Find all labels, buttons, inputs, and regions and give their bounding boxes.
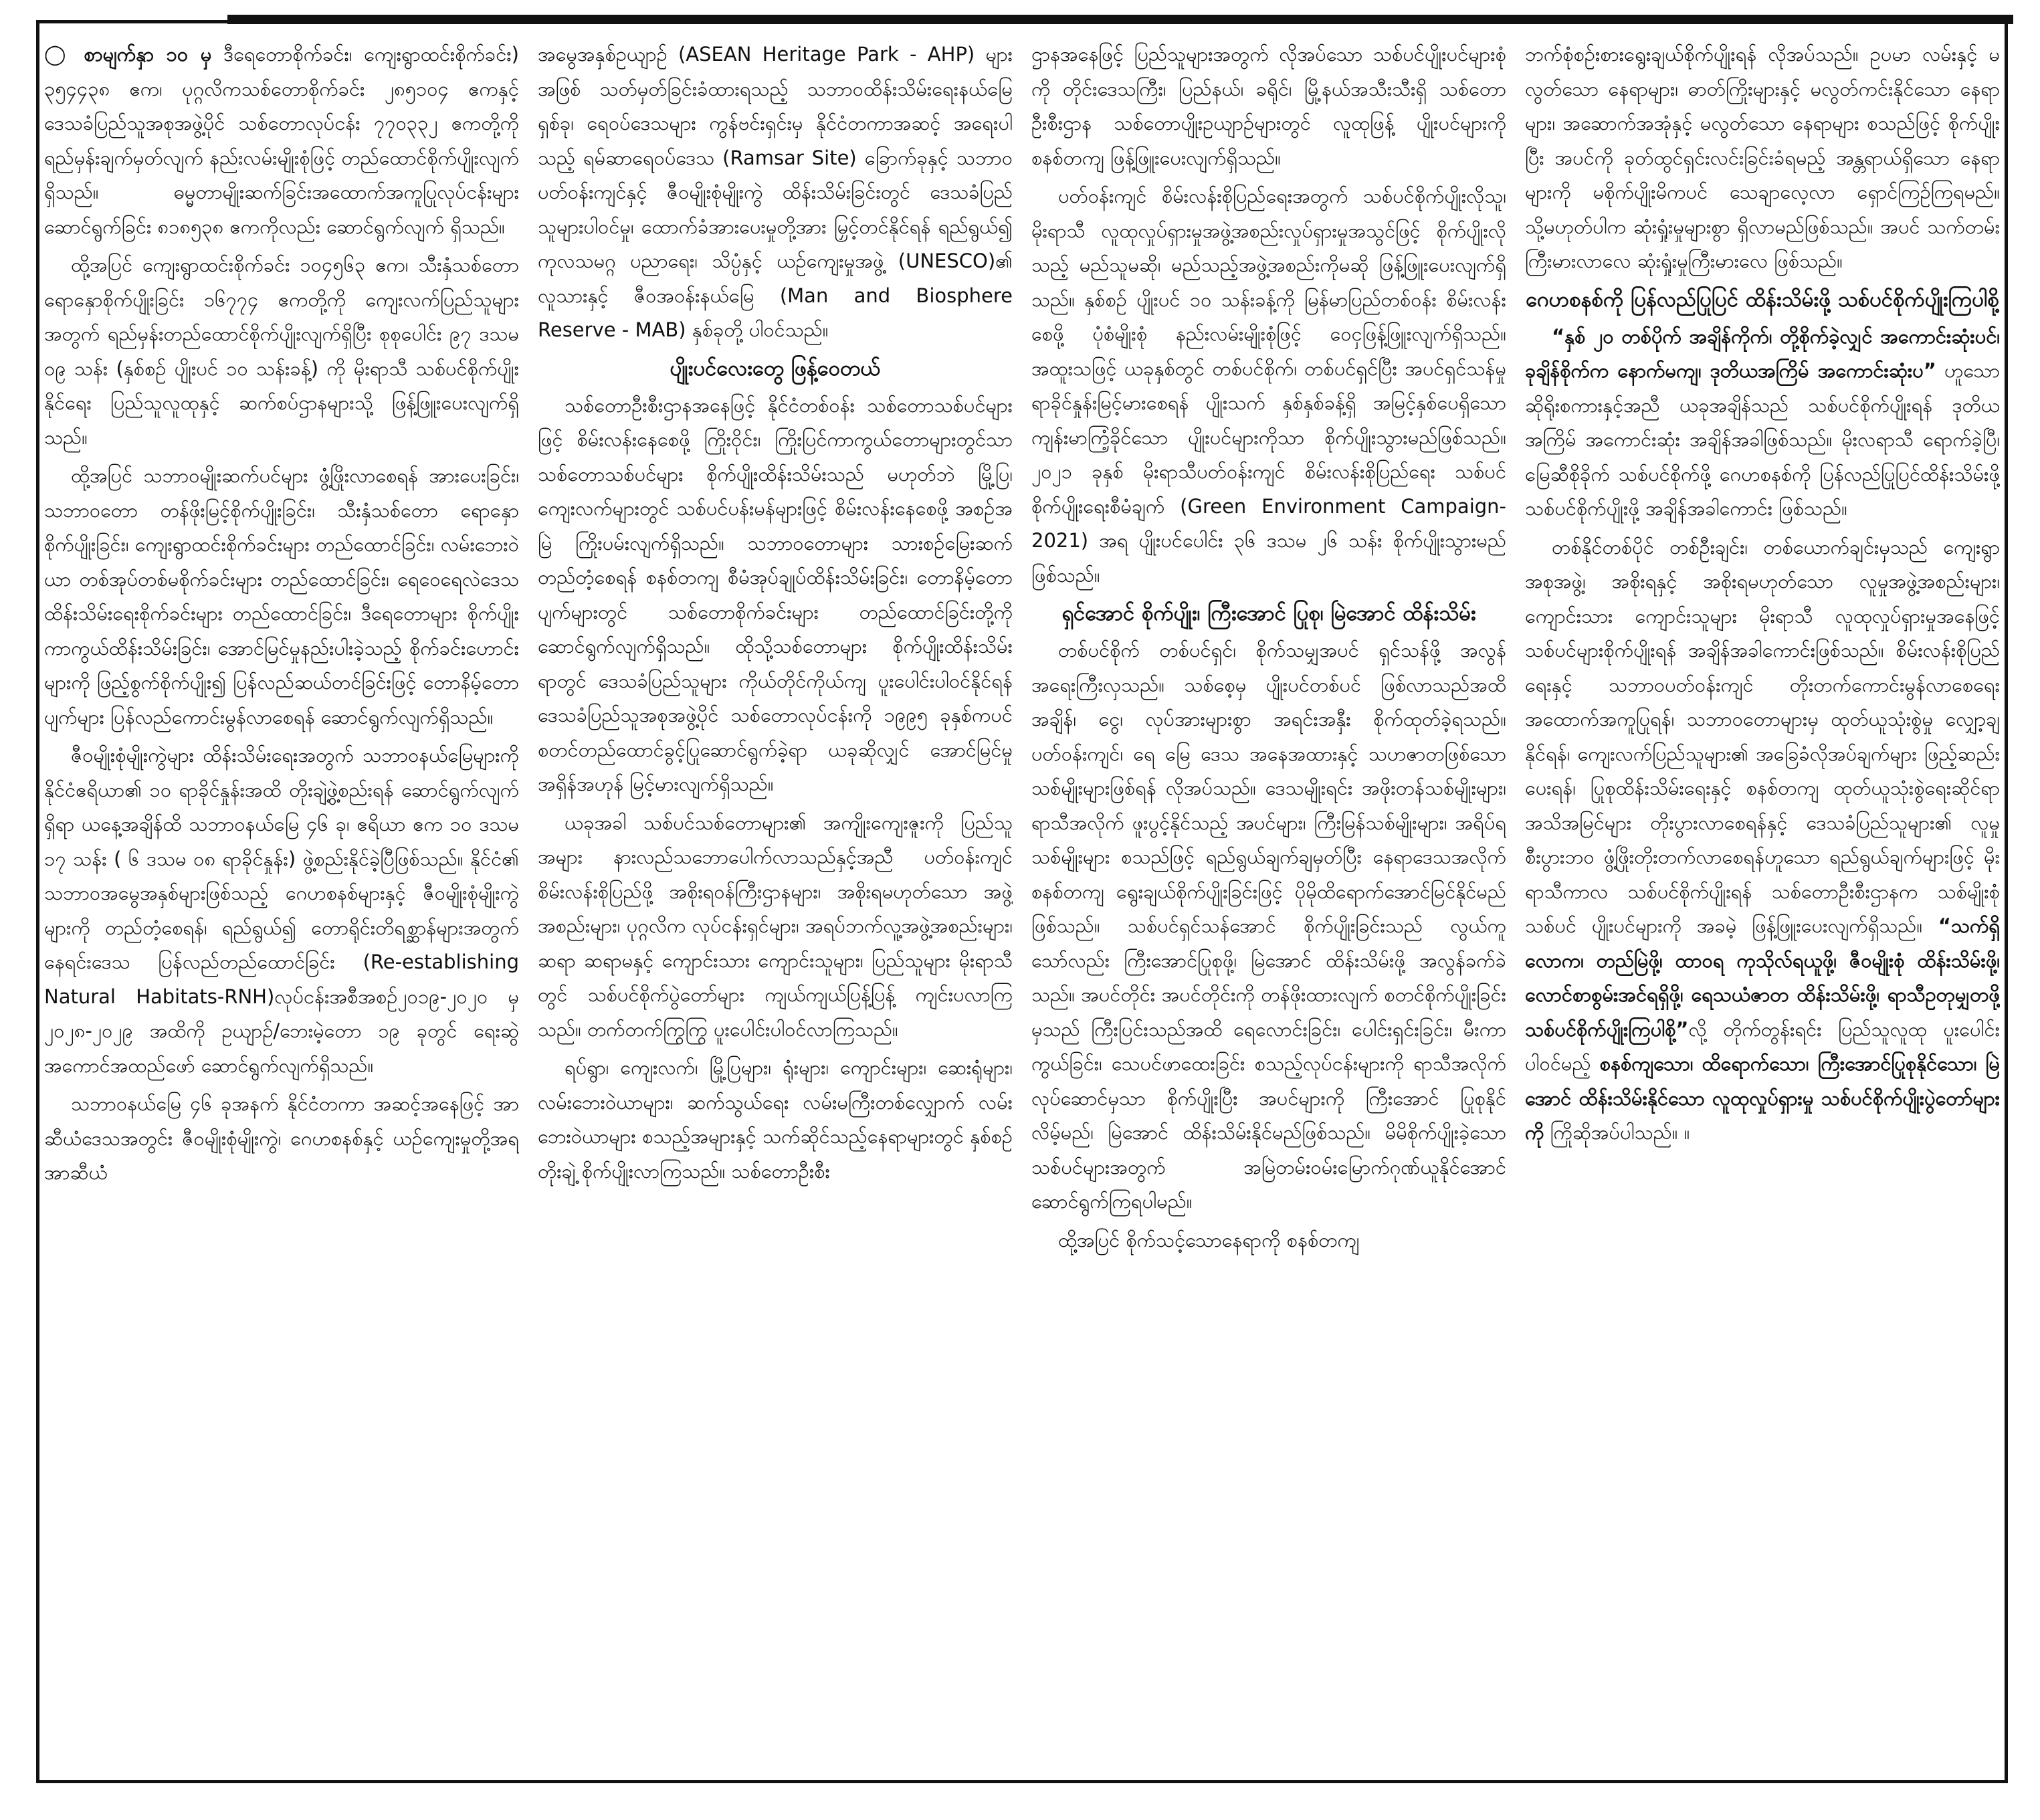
paragraph — [1031, 179, 1506, 593]
text-run: ယခုအခါ သစ်ပင်သစ်တောများ၏ အကျိုးကျေးဇူးကို ပြည်သူအများ နားလည်သဘောပေါက်လာသည်နှင့်အညီ ပတ်ဝန်းကျင်စိမ်းလန်းစိုပြည်ဖို့ အစိုးရဝန်ကြီးဌာနများ၊ အစိုးရမဟုတ်သော အဖွဲ့အစည်းများ၊ ပုဂ္ဂလိက လုပ်ငန်းရှင်များ၊ အရပ်ဘက်လူ့အဖွဲ့အစည်းများ၊ ဆရာ ဆရာမနှင့် ကျောင်းသား ကျောင်းသူများ၊ ပြည်သူများ မိုးရာသီတွင် သစ်ပင်စိုက်ပွဲတော်များ ကျယ်ကျယ်ပြန့်ပြန့် ကျင်းပလာကြသည်။ တက်တက်ကြွကြွ ပူးပေါင်းပါဝင်လာကြသည်။ — [538, 811, 1013, 1041]
paragraph — [1031, 37, 1506, 175]
text-run: သဘာဝနယ်မြေ ၄၆ ခုအနက် နိုင်ငံတကာ အဆင့်အနေဖြင့် အာဆီယံဒေသအတွင်း ဇီဝမျိုးစုံမျိုးကွဲ၊ ဂေဟစနစ်နှင့် ယဉ်ကျေးမှုတို့အရ အာဆီယံ — [44, 1092, 519, 1184]
bold-text: “နှစ် ၂၀ တစ်ပိုက် အချိန်ကိုက်၊ တို့စိုက်ခဲ့လျှင် အကောင်းဆုံးပင်၊ ခုချိန်စိုက်က နောက်မကျ၊ ဒုတိယအကြိမ် အကောင်းဆုံးပ” — [1525, 324, 2000, 382]
text-run: သစ်တောဦးစီးဌာနအနေဖြင့် နိုင်ငံတစ်ဝန်း သစ်တောသစ်ပင်များဖြင့် စိမ်းလန်းနေစေဖို့ ကြိုးဝိုင်း၊ ကြိုးပြင်ကာကွယ်တောများတွင်သာ သစ်တောသစ်ပင်များ စိုက်ပျိုးထိန်းသိမ်းသည် မဟုတ်ဘဲ မြို့ပြ၊ ကျေးလက်များတွင် သစ်ပင်ပန်းမန်များဖြင့် စိမ်းလန်းနေစေဖို့ အစဉ်အမြဲ ကြိုးပမ်းလျက်ရှိသည်။ သဘာဝတောများ သားစဉ်မြေးဆက်တည်တံ့စေရန် စနစ်တကျ စီမံအုပ်ချုပ်ထိန်းသိမ်းခြင်း၊ တောနိမ့်တောပျက်များတွင် သစ်တောစိုက်ခင်းများ တည်ထောင်ခြင်းတို့ကို ဆောင်ရွက်လျက်ရှိသည်။ ထိုသို့သစ်တောများ စိုက်ပျိုးထိန်းသိမ်းရာတွင် ဒေသခံပြည်သူများ ကိုယ်တိုင်ကိုယ်ကျ ပူးပေါင်းပါဝင်နိုင်ရန် ဒေသခံပြည်သူအစုအဖွဲ့ပိုင် သစ်တောလုပ်ငန်းကို ၁၉၉၅ ခုနှစ်ကပင် စတင်တည်ထောင်ခွင့်ပြုဆောင်ရွက်ခဲ့ရာ ယခုဆိုလျှင် အောင်မြင်မှု အရှိန်အဟုန် မြင့်မားလျက်ရှိသည်။ — [538, 393, 1013, 795]
text-run: ဌာနအနေဖြင့် ပြည်သူများအတွက် လိုအပ်သော သစ်ပင်ပျိုးပင်များစုံကို တိုင်းဒေသကြီး၊ ပြည်နယ်၊ ခရိုင်၊ မြို့နယ်အသီးသီးရှိ သစ်တောဦးစီးဌာန သစ်တောပျိုးဥယျာဉ်များတွင် လူထုဖြန့် ပျိုးပင်များကို စနစ်တကျ ဖြန့်ဖြူးပေးလျက်ရှိသည်။ — [1031, 43, 1506, 169]
text-run: ဒီရေတောစိုက်ခင်း၊ ကျေးရွာထင်းစိုက်ခင်း) ၃၅၄၄၃၈ ဧက၊ ပုဂ္ဂလိကသစ်တောစိုက်ခင်း ၂၈၅၁၀၄ ဧကနှင့် ဒေသခံပြည်သူအစုအဖွဲ့ပိုင် သစ်တောလုပ်ငန်း ၇၇၀၃၃၂ ဧကတို့ကို ရည်မှန်းချက်မှတ်လျက် နည်းလမ်းမျိုးစုံဖြင့် တည်ထောင်စိုက်ပျိုးလျက်ရှိသည်။ ဓမ္မတာမျိုးဆက်ခြင်းအထောက်အကူပြုလုပ်ငန်းများ ဆောင်ရွက်ခြင်း ၈၁၈၅၃၈ ဧကကိုလည်း ဆောင်ရွက်လျက် ရှိသည်။ — [44, 43, 519, 238]
section-heading: ပျိုးပင်လေးတွေ ဖြန့်ဝေတယ် — [670, 356, 881, 381]
column-1 — [44, 37, 519, 1775]
bold-text: “သက်ရှိလောက၊ တည်မြဲဖို့၊ ထာဝရ ကုသိုလ်ရယူဖို့၊ ဇီဝမျိုးစုံ ထိန်းသိမ်းဖို့၊ လောင်စာစွမ်းအင်ရရှိဖို့၊ ရေသယံဇာတ ထိန်းသိမ်းဖို့၊ ရာသီဥတုမျှတဖို့ သစ်ပင်စိုက်ပျိုးကြပါစို့” — [1525, 914, 2000, 1041]
section-heading: ရှင်အောင် စိုက်ပျိုး၊ ကြီးအောင် ပြုစု၊ မြဲအောင် ထိန်းသိမ်း — [1061, 601, 1476, 625]
paragraph — [538, 389, 1013, 802]
paragraph — [44, 1087, 519, 1191]
text-run: ထို့အပြင် သဘာဝမျိုးဆက်ပင်များ ဖွံ့ဖြိုးလာစေရန် အားပေးခြင်း၊ သဘာဝတော တန်ဖိုးမြင့်စိုက်ပျိုးခြင်း၊ သီးနှံသစ်တော ရောနှောစိုက်ပျိုးခြင်း၊ ကျေးရွာထင်းစိုက်ခင်းများ တည်ထောင်ခြင်း၊ လမ်းဘေးဝဲယာ တစ်အုပ်တစ်မစိုက်ခင်းများ တည်ထောင်ခြင်း၊ ရေဝေရေလဲဒေသ ထိန်းသိမ်းရေးစိုက်ခင်းများ တည်ထောင်ခြင်း၊ ဒီရေတောများ စိုက်ပျိုးကာကွယ်ထိန်းသိမ်းခြင်း၊ အောင်မြင်မှုနည်းပါးခဲ့သည့် စိုက်ခင်းဟောင်းများကို ဖြည့်စွက်စိုက်ပျိုး၍ ပြန်လည်ဆယ်တင်ခြင်းဖြင့် တောနိမ့်တောပျက်များ ပြန်လည်ကောင်းမွန်လာစေရန် ဆောင်ရွက်လျက်ရှိသည်။ — [44, 464, 519, 728]
paragraph — [538, 806, 1013, 1047]
section-heading: ဂေဟစနစ်ကို ပြန်လည်ပြုပြင် ထိန်းသိမ်းဖို့ သစ်ပင်စိုက်ပျိုးကြပါစို့ — [1526, 287, 1999, 312]
paragraph — [1031, 633, 1506, 1219]
text-run: ဇီဝမျိုးစုံမျိုးကွဲများ ထိန်းသိမ်းရေးအတွက် သဘာဝနယ်မြေများကို နိုင်ငံဧရိယာ၏ ၁၀ ရာခိုင်နှုန်းအထိ တိုးချဲ့ဖွဲ့စည်းရန် ဆောင်ရွက်လျက်ရှိရာ ယနေ့အချိန်ထိ သဘာဝနယ်မြေ ၄၆ ခု၊ ဧရိယာ ဧက ၁၀ ဒသမ ၁၇ သန်း ( ၆ ဒသမ ၀၈ ရာခိုင်နှုန်း) ဖွဲ့စည်းနိုင်ခဲ့ပြီဖြစ်သည်။ နိုင်ငံ၏ သဘာဝအမွေအနှစ်များဖြစ်သည့် ဂေဟစနစ်များနှင့် ဇီဝမျိုးစုံမျိုးကွဲများကို တည်တံ့စေရန်၊ ရည်ရွယ်၍ တောရိုင်းတိရစ္ဆာန်များအတွက် နေရင်းဒေသ ပြန်လည်တည်ထောင်ခြင်း (Re-establishing Natural Habitats-RNH)လုပ်ငန်းအစီအစဉ်၂၀၁၉-၂၀၂၀ မှ ၂၀၂၈-၂၀၂၉ အထိကို ဥယျာဉ်/ဘေးမဲ့တော ၁၉ ခုတွင် ရေးဆွဲအကောင်အထည်ဖော် ဆောင်ရွက်လျက်ရှိသည်။ — [44, 744, 519, 1077]
paragraph — [538, 37, 1013, 348]
bold-text: ◯ စာမျက်နှာ ၁၀ မှ — [44, 43, 212, 66]
column-2 — [538, 37, 1013, 1775]
text-run: ထို့အပြင် ကျေးရွာထင်းစိုက်ခင်း ၁၀၄၅၆၃ ဧက၊ သီးနှံသစ်တောရောနှောစိုက်ပျိုးခြင်း ၁၆၇၇၄ ဧကတို့ကို ကျေးလက်ပြည်သူများအတွက် ရည်မှန်းတည်ထောင်စိုက်ပျိုးလျက်ရှိပြီး စုစုပေါင်း ၉၇ ဒသမ ၀၉ သန်း (နှစ်စဉ် ပျိုးပင် ၁၀ သန်းခန့်) ကို မိုးရာသီ သစ်ပင်စိုက်ပျိုးနိုင်ရေး ပြည်သူလူထုနှင့် ဆက်စပ်ဌာနများသို့ ဖြန့်ဖြူးပေးလျက်ရှိသည်။ — [44, 254, 519, 449]
text-run: တစ်ပင်စိုက် တစ်ပင်ရှင်၊ စိုက်သမျှအပင် ရှင်သန်ဖို့ အလွန်အရေးကြီးလှသည်။ သစ်စေ့မှ ပျိုးပင်တစ်ပင် ဖြစ်လာသည်အထိ အချိန်၊ ငွေ၊ လုပ်အားများစွာ အရင်းအနှီး စိုက်ထုတ်ခဲ့ရသည်။ ပတ်ဝန်းကျင်၊ ရေ မြေ ဒေသ အနေအထားနှင့် သဟဇာတဖြစ်သော သစ်မျိုးများဖြစ်ရန် လိုအပ်သည်။ ဒေသမျိုးရင်း အဖိုးတန်သစ်မျိုးများ၊ ရာသီအလိုက် ဖူးပွင့်နိုင်သည့် အပင်များ၊ ကြီးမြန်သစ်မျိုးများ၊ အရိပ်ရသစ်မျိုးများ စသည်ဖြင့် ရည်ရွယ်ချက်ချမှတ်ပြီး နေရာဒေသအလိုက် စနစ်တကျ ရွေးချယ်စိုက်ပျိုးခြင်းဖြင့် ပိုမိုထိရောက်အောင်မြင်နိုင်မည်ဖြစ်သည်။ သစ်ပင်ရှင်သန်အောင် စိုက်ပျိုးခြင်းသည် လွယ်ကူသော်လည်း ကြီးအောင်ပြုစုဖို့၊ မြဲအောင် ထိန်းသိမ်းဖို့ အလွန်ခက်ခဲသည်။ အပင်တိုင်း အပင်တိုင်းကို တန်ဖိုးထားလျက် စတင်စိုက်ပျိုးခြင်းမှသည် ကြီးပြင်းသည်အထိ ရေလောင်းခြင်း၊ ပေါင်းရှင်းခြင်း၊ မီးကာကွယ်ခြင်း၊ သေပင်ဖာထေးခြင်း စသည့်လုပ်ငန်းများကို ရာသီအလိုက် လုပ်ဆောင်မှသာ စိုက်ပျိုးပြီး အပင်များကို ကြီးအောင် ပြုစုနိုင်လိမ့်မည်၊ မြဲအောင် ထိန်းသိမ်းနိုင်မည်ဖြစ်သည်။ မိမိစိုက်ပျိုးခဲ့သော သစ်ပင်များအတွက် အမြဲတမ်းဝမ်းမြောက်ဂုဏ်ယူနိုင်အောင် ဆောင်ရွက်ကြရပါမည်။ — [1031, 639, 1506, 1213]
text-run: ဘက်စုံစဉ်းစားရွေးချယ်စိုက်ပျိုးရန် လိုအပ်သည်။ ဥပမာ လမ်းနှင့် မလွတ်သော နေရာများ၊ ဓာတ်ကြိုးများနှင့် မလွတ်ကင်းနိုင်သော နေရာများ၊ အဆောက်အအုံနှင့် မလွတ်သော နေရာများ စသည်ဖြင့် စိုက်ပျိုးပြီး အပင်ကို ခုတ်ထွင်ရှင်းလင်းခြင်းခံရမည့် အန္တရာယ်ရှိသော နေရာများကို မစိုက်ပျိုးမိကပင် သေချာလေ့လာ ရှောင်ကြဉ်ကြရမည်။ သို့မဟုတ်ပါက ဆုံးရှုံးမှုများစွာ ရှိလာမည်ဖြစ်သည်။ အပင် သက်တမ်းကြီးမားလာလေ ဆုံးရှုံးမှုကြီးမားလေ ဖြစ်သည်။ — [1525, 43, 2000, 272]
text-run: တစ်နိုင်တစ်ပိုင် တစ်ဦးချင်း၊ တစ်ယောက်ချင်းမှသည် ကျေးရွာအစုအဖွဲ့၊ အစိုးရနှင့် အစိုးရမဟုတ်သော လူမှုအဖွဲ့အစည်းများ၊ ကျောင်းသား ကျောင်းသူများ မိုးရာသီ လူထုလှုပ်ရှားမှုအနေဖြင့် သစ်ပင်များစိုက်ပျိုးရန် အချိန်အခါကောင်းဖြစ်သည်။ စိမ်းလန်းစိုပြည်ရေးနှင့် သဘာဝပတ်ဝန်းကျင် တိုးတက်ကောင်းမွန်လာစေရေး အထောက်အကူပြုရန်၊ သဘာဝတောများမှ ထုတ်ယူသုံးစွဲမှု လျှော့ချနိုင်ရန်၊ ကျေးလက်ပြည်သူများ၏ အခြေခံလိုအပ်ချက်များ ဖြည့်ဆည်းပေးရန်၊ ပြုစုထိန်းသိမ်းရေးနှင့် စနစ်တကျ ထုတ်ယူသုံးစွဲရေးဆိုင်ရာ အသိအမြင်များ တိုးပွားလာစေရန်နှင့် ဒေသခံပြည်သူများ၏ လူမှုစီးပွားဘဝ ဖွံ့ဖြိုးတိုးတက်လာစေရန်ဟူသော ရည်ရွယ်ချက်များဖြင့် မိုးရာသီကာလ သစ်ပင်စိုက်ပျိုးရန် သစ်တောဦးစီးဌာနက သစ်မျိုးစုံသစ်ပင် ပျိုးပင်များကို အခမဲ့ ဖြန့်ဖြူးပေးလျက်ရှိသည်။ — [1525, 535, 2000, 937]
text-run: ရပ်ရွာ၊ ကျေးလက်၊ မြို့ပြများ၊ ရုံးများ၊ ကျောင်းများ၊ ဆေးရုံများ၊ လမ်းဘေးဝဲယာများ၊ ဆက်သွယ်ရေး လမ်းမကြီးတစ်လျှောက် လမ်းဘေးဝဲယာများ စသည့်အများနှင့် သက်ဆိုင်သည့်နေရာများတွင် နှစ်စဉ်တိုးချဲ့ စိုက်ပျိုးလာကြသည်။ သစ်တောဦးစီး — [538, 1056, 1013, 1183]
paragraph — [538, 1051, 1013, 1189]
text-run: ဟူသော ဆိုရိုးစကားနှင့်အညီ ယခုအချိန်သည် သစ်ပင်စိုက်ပျိုးရန် ဒုတိယအကြိမ် အကောင်းဆုံး အချိန်အခါဖြစ်သည်။ မိုးလရာသီ ရောက်ခဲ့ပြီ၊ မြေဆီစိုခိုက် သစ်ပင်စိုက်ဖို့ ဂေဟစနစ်ကို ပြန်လည်ပြုပြင်ထိန်းသိမ်းဖို့ သစ်ပင်စိုက်ပျိုးဖို့ အချိန်အခါကောင်း ဖြစ်သည်။ — [1525, 359, 2000, 520]
paragraph — [44, 738, 519, 1083]
column-3 — [1031, 37, 1506, 1775]
paragraph — [44, 248, 519, 455]
text-run: ကြိုဆိုအပ်ပါသည်။ ။ — [1544, 1121, 1690, 1144]
paragraph — [44, 459, 519, 734]
paragraph — [1525, 530, 2000, 1150]
text-run: ထို့အပြင် စိုက်သင့်သောနေရာကို စနစ်တကျ — [1058, 1228, 1360, 1251]
text-run: လို့ တိုက်တွန်းရင်း ပြည်သူလူထု ပူးပေါင်းပါဝင်မည့် — [1525, 1017, 2000, 1075]
text-run: အမွေအနှစ်ဥယျာဉ် (ASEAN Heritage Park - AHP) များအဖြစ် သတ်မှတ်ခြင်းခံထားရသည့် သဘာဝထိန်းသိမ်းရေးနယ်မြေ ရှစ်ခု၊ ရေဝပ်ဒေသများ ကွန်ဗင်းရှင်းမှ နိုင်ငံတကာအဆင့် အရေးပါသည့် ရမ်ဆာရေဝပ်ဒေသ (Ramsar Site) ခြောက်ခုနှင့် သဘာဝပတ်ဝန်းကျင်နှင့် ဇီဝမျိုးစုံမျိုးကွဲ ထိန်းသိမ်းခြင်းတွင် ဒေသခံပြည်သူများပါဝင်မှု၊ ထောက်ခံအားပေးမှုတို့အား မြှင့်တင်နိုင်ရန် ရည်ရွယ်၍ ကုလသမဂ္ဂ ပညာရေး၊ သိပ္ပံနှင့် ယဉ်ကျေးမှုအဖွဲ့ (UNESCO)၏ လူသားနှင့် ဇီဝအဝန်းနယ်မြေ (Man and Biosphere Reserve - MAB) နှစ်ခုတို့ ပါဝင်သည်။ — [538, 43, 1013, 341]
column-4 — [1525, 37, 2000, 1775]
bold-text: စနစ်ကျသော၊ ထိရောက်သော၊ ကြီးအောင်ပြုစုနိုင်သော၊ မြဲအောင် ထိန်းသိမ်းနိုင်သော လူထုလှုပ်ရှားမှု သစ်ပင်စိုက်ပျိုးပွဲတော်များကို — [1525, 1052, 2000, 1144]
paragraph — [1525, 320, 2000, 526]
paragraph — [1525, 37, 2000, 279]
paragraph — [1031, 1223, 1506, 1258]
text-run: ပတ်ဝန်းကျင် စိမ်းလန်းစိုပြည်ရေးအတွက် သစ်ပင်စိုက်ပျိုးလိုသူ၊ မိုးရာသီ လူထုလှုပ်ရှားမှုအဖွဲ့အစည်းလှုပ်ရှားမှုအသွင်ဖြင့် စိုက်ပျိုးလိုသည့် မည်သူမဆို၊ မည်သည့်အဖွဲ့အစည်းကိုမဆို ဖြန့်ဖြူးပေးလျက်ရှိသည်။ နှစ်စဉ် ပျိုးပင် ၁၀ သန်းခန့်ကို မြန်မာပြည်တစ်ဝန်း စိမ်းလန်းစေဖို့ ပုံစံမျိုးစုံ နည်းလမ်းမျိုးစုံဖြင့် ဝေငှဖြန့်ဖြူးလျက်ရှိသည်။ အထူးသဖြင့် ယခုနှစ်တွင် တစ်ပင်စိုက်၊ တစ်ပင်ရှင်ပြီး အပင်ရှင်သန်မှု ရာခိုင်နှုန်းမြင့်မားစေရန် ပျိုးသက် နှစ်နှစ်ခန့်ရှိ အမြင့်နှစ်ပေရှိသော ကျန်းမာကြံ့ခိုင်သော ပျိုးပင်များကိုသာ စိုက်ပျိုးသွားမည်ဖြစ်သည်။ ၂၀၂၁ ခုနှစ် မိုးရာသီပတ်ဝန်းကျင် စိမ်းလန်းစိုပြည်ရေး သစ်ပင်စိုက်ပျိုးရေးစီမံချက် (Green Environment Campaign-2021) အရ ပျိုးပင်ပေါင်း ၃၆ ဒသမ ၂၆ သန်း စိုက်ပျိုးသွားမည်ဖြစ်သည်။ — [1031, 185, 1506, 587]
article-columns — [44, 37, 2000, 1775]
paragraph — [44, 37, 519, 244]
